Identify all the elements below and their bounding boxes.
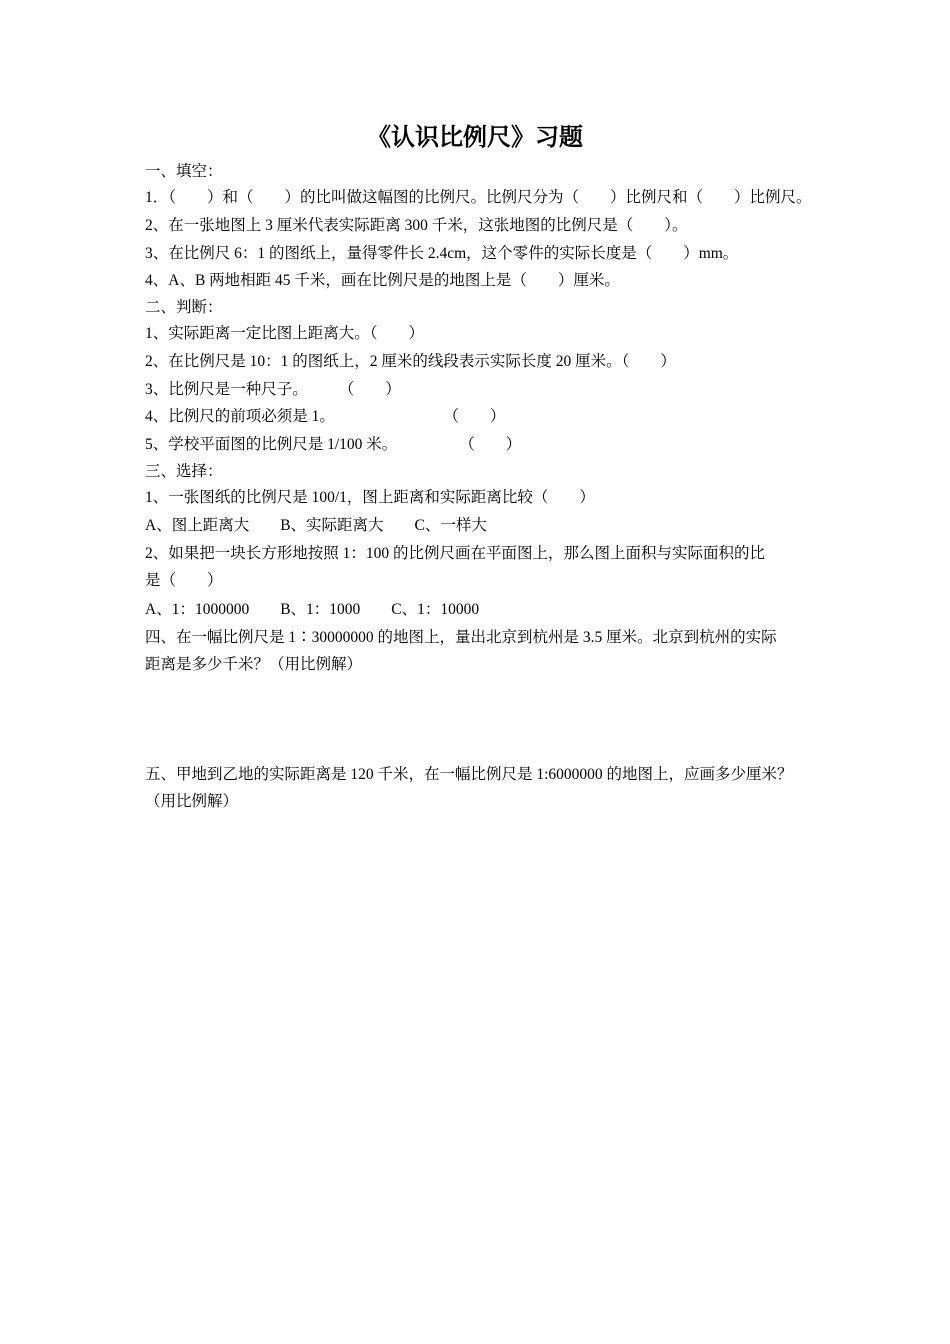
problem-four-line-1: 四、在一幅比例尺是 1∶30000000 的地图上，量出北京到杭州是 3.5 厘米。北京到杭州的实际 xyxy=(145,629,777,646)
fill-question-3: 3、在比例尺 6：1 的图纸上，量得零件长 2.4cm，这个零件的实际长度是（ ）mm。 xyxy=(145,245,739,262)
judge-question-5: 5、学校平面图的比例尺是 1/100 米。 （ ） xyxy=(145,436,522,453)
judge-question-2: 2、在比例尺是 10：1 的图纸上，2 厘米的线段表示实际长度 20 厘米。（ ） xyxy=(145,353,676,370)
problem-four-line-2: 距离是多少千米？（用比例解） xyxy=(145,656,363,673)
page-title: 《认识比例尺》习题 xyxy=(367,125,583,151)
judge-question-4: 4、比例尺的前项必须是 1。 （ ） xyxy=(145,408,506,425)
choice-question-2-line-2: 是（ ） xyxy=(145,572,223,589)
fill-question-1: 1．（ ）和（ ）的比叫做这幅图的比例尺。比例尺分为（ ）比例尺和（ ）比例尺。 xyxy=(145,189,812,206)
choice-question-2-line-1: 2、如果把一块长方形地按照 1：100 的比例尺画在平面图上，那么图上面积与实际面积的比 xyxy=(145,545,766,562)
problem-five-line-2: （用比例解） xyxy=(145,793,239,810)
choice-question-1: 1、一张图纸的比例尺是 100/1，图上距离和实际距离比较（ ） xyxy=(145,489,595,506)
section-judge-heading: 二、判断： xyxy=(145,299,223,316)
choice-question-1-options: A、图上距离大 B、实际距离大 C、一样大 xyxy=(145,517,487,534)
fill-question-4: 4、A、B 两地相距 45 千米，画在比例尺是的地图上是（ ）厘米。 xyxy=(145,272,620,289)
choice-question-2-options: A、1：1000000 B、1：1000 C、1：10000 xyxy=(145,601,480,618)
section-choice-heading: 三、选择： xyxy=(145,463,223,480)
judge-question-1: 1、实际距离一定比图上距离大。（ ） xyxy=(145,325,425,342)
judge-question-3: 3、比例尺是一种尺子。 （ ） xyxy=(145,381,401,398)
section-fill-heading: 一、填空： xyxy=(145,163,223,180)
fill-question-2: 2、在一张地图上 3 厘米代表实际距离 300 千米，这张地图的比例尺是（ ）。 xyxy=(145,217,688,234)
problem-five-line-1: 五、甲地到乙地的实际距离是 120 千米，在一幅比例尺是 1:6000000 的地图上，应画多少厘米？ xyxy=(145,766,793,783)
